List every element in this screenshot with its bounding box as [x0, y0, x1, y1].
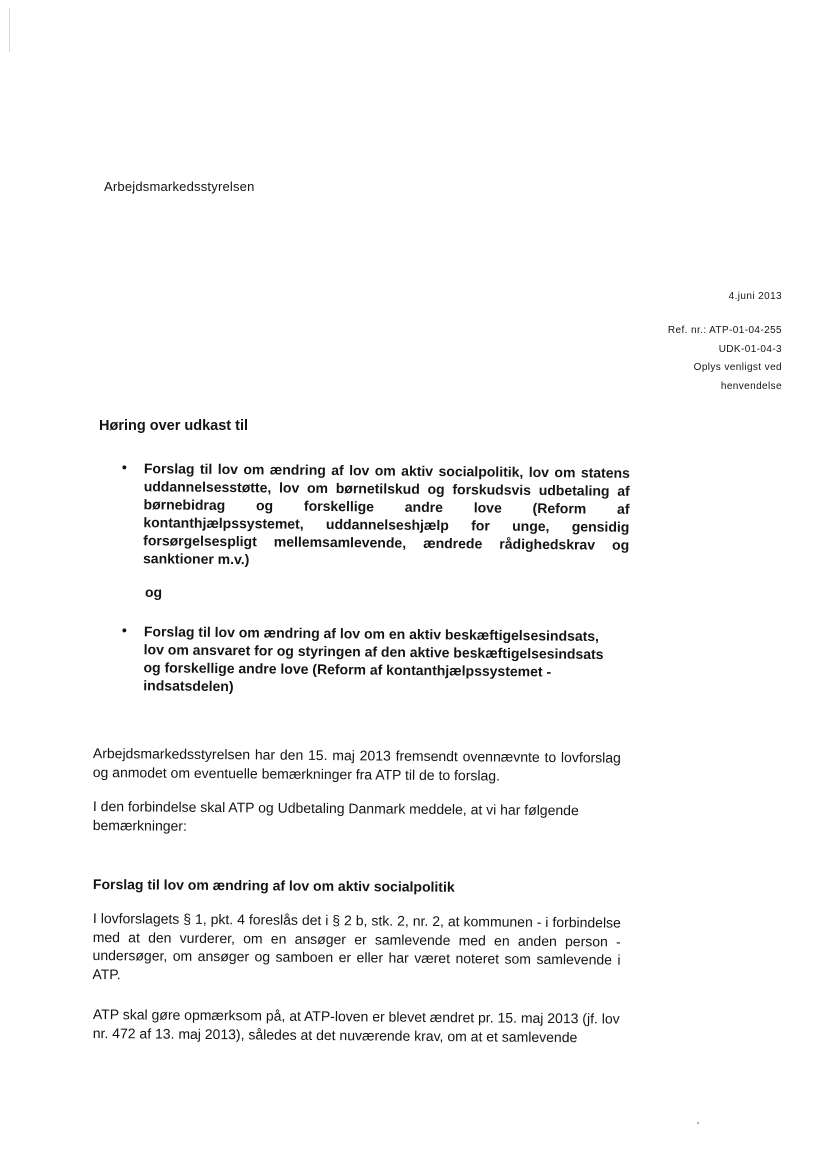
reference-block [668, 322, 782, 396]
reference-code: UDK-01-04-3 [718, 343, 782, 355]
section-paragraph-1: I lovforslagets § 1, pkt. 4 foreslås det i § 2 b, stk. 2, nr. 2, at kommunen - i forbindelse med at den vurderer, om en ansøger er samlevende med en anden person - undersøger, om ansøger og samboen er eller har været noteret som samlevende i ATP. [92, 909, 621, 982]
conjunction: og [145, 584, 163, 600]
hearing-heading: Høring over udkast til [99, 418, 249, 434]
reference-note: Oplys venligst ved [693, 362, 782, 373]
intro-paragraph-1: Arbejdsmarkedsstyrelsen har den 15. maj 2013 fremsendt ovennævnte to lovforslag og anmodet om eventuelle bemærkninger fra ATP til de to forslag. [92, 744, 621, 784]
bullet-icon: • [121, 459, 127, 476]
reference-note-cont: henvendelse [720, 380, 782, 392]
scan-dot [697, 1122, 699, 1124]
section-title: Forslag til lov om ændring af lov om aktiv socialpolitik [92, 876, 455, 895]
intro-paragraph-2: I den forbindelse skal ATP og Udbetaling Danmark meddele, at vi har følgende bemærkninger: [92, 797, 579, 834]
bullet-icon: • [121, 622, 127, 639]
recipient-name: Arbejdsmarkedsstyrelsen [104, 179, 255, 194]
bill-title-1: Forslag til lov om ændring af lov om aktiv socialpolitik, lov om statens uddannelsesstøtte, lov om børnetilskud og forskudsvis udbetaling af børnebidrag og forskellige andre love (Reform af kontanthjælpssystemet, uddannelseshjælp for unge, gensidig forsørgelsespligt mellemsamlevende, ændrede rådighedskrav og sanktioner m.v.) [142, 460, 630, 568]
letter-date: 4.juni 2013 [728, 291, 782, 302]
reference-number: Ref. nr.: ATP-01-04-255 [667, 325, 782, 336]
bill-title-2: Forslag til lov om ændring af lov om en aktiv beskæftigelsesindsats, lov om ansvaret for og styringen af den aktive beskæftigelsesindsats og forskellige andre love (Reform af kontanthjælpssystemet - indsatsdelen) [143, 623, 604, 695]
scan-edge-mark [9, 8, 10, 52]
section-paragraph-2: ATP skal gøre opmærksom på, at ATP-loven er blevet ændret pr. 15. maj 2013 (jf. lov nr. 472 af 13. maj 2013), således at det nuværende krav, om at et samlevende [92, 1005, 620, 1045]
